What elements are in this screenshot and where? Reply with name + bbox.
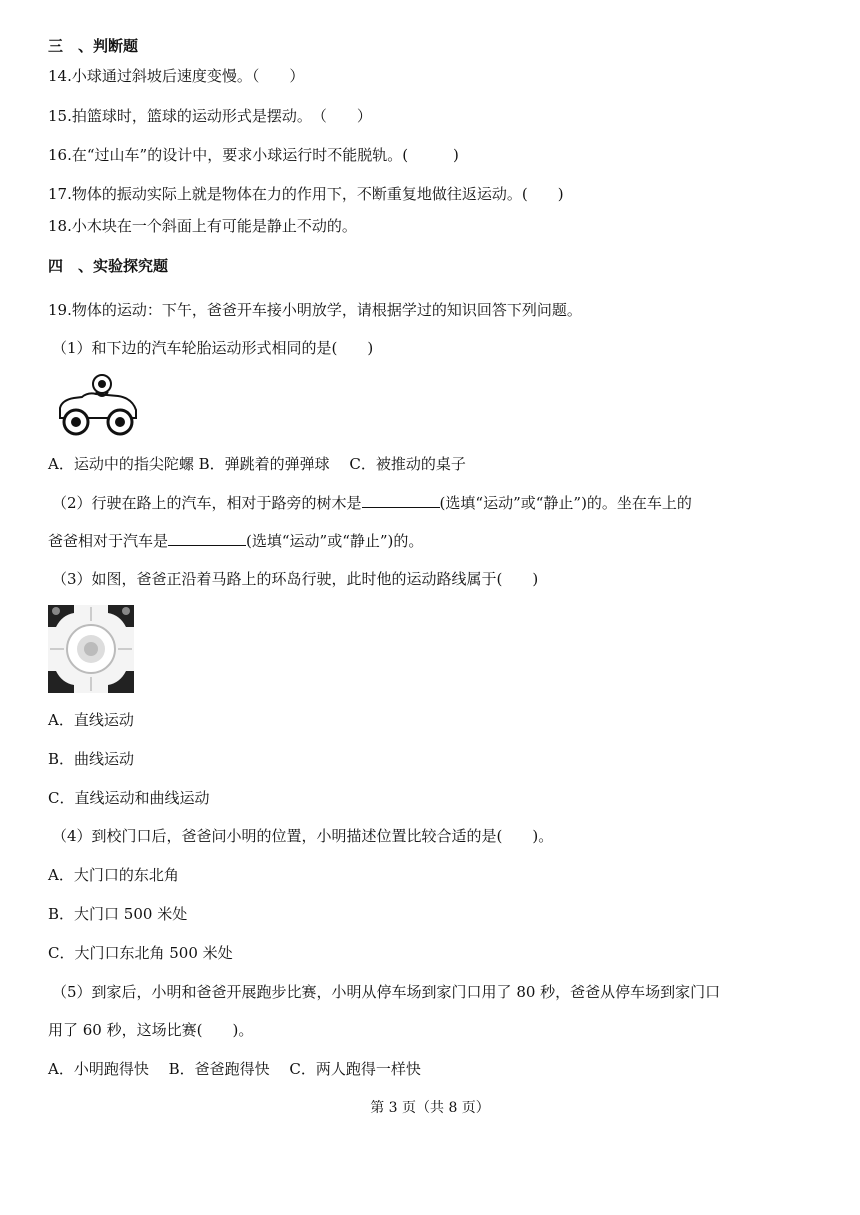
question-18: 18.小木块在一个斜面上有可能是静止不动的。 [48, 217, 357, 235]
sub-question-1: （1）和下边的汽车轮胎运动形式相同的是( ) [52, 339, 374, 357]
section-4-heading: 四 、实验探究题 [48, 257, 169, 275]
answer-blank-1[interactable] [362, 492, 440, 508]
car-illustration [52, 370, 142, 440]
sub-question-4-option-c: C．大门口东北角 500 米处 [48, 944, 233, 962]
sub-question-3-option-c: C．直线运动和曲线运动 [48, 789, 210, 807]
sub-question-4: （4）到校门口后，爸爸问小明的位置，小明描述位置比较合适的是( )。 [52, 827, 554, 845]
question-15: 15.拍篮球时，篮球的运动形式是摆动。 （ ） [48, 107, 372, 125]
section-3-heading: 三 、判断题 [48, 37, 139, 55]
question-19: 19.物体的运动：下午，爸爸开车接小明放学，请根据学过的知识回答下列问题。 [48, 301, 582, 319]
sub-question-3: （3）如图，爸爸正沿着马路上的环岛行驶，此时他的运动路线属于( ) [52, 570, 539, 588]
question-16: 16.在“过山车”的设计中，要求小球运行时不能脱轨。( ) [48, 146, 459, 164]
sub-question-3-option-b: B．曲线运动 [48, 750, 135, 768]
sub-question-2-line-1 [52, 492, 692, 513]
sub-question-1-options: A．运动中的指尖陀螺 B．弹跳着的弹弹球 C．被推动的桌子 [48, 455, 466, 473]
question-17: 17.物体的振动实际上就是物体在力的作用下，不断重复地做往返运动。( ) [48, 185, 564, 203]
sub-question-2-text-a: （2）行驶在路上的汽车，相对于路旁的树木是 [52, 494, 362, 512]
sub-question-4-option-b: B．大门口 500 米处 [48, 905, 188, 923]
sub-question-2-text-d: (选填“运动”或“静止”)的。 [246, 532, 424, 550]
question-14: 14.小球通过斜坡后速度变慢。（ ） [48, 67, 305, 85]
roundabout-illustration [48, 605, 134, 693]
answer-blank-2[interactable] [168, 530, 246, 546]
sub-question-2-text-c: 爸爸相对于汽车是 [48, 532, 169, 550]
sub-question-5-line-2: 用了 60 秒，这场比赛( )。 [48, 1021, 254, 1039]
page-footer: 第 3 页（共 8 页） [370, 1100, 490, 1116]
sub-question-2-text-b: (选填“运动”或“静止”)的。坐在车上的 [439, 494, 692, 512]
sub-question-5-line-1: （5）到家后，小明和爸爸开展跑步比赛，小明从停车场到家门口用了 80 秒，爸爸从停车场到家门口 [52, 983, 721, 1001]
sub-question-5-options: A．小明跑得快 B．爸爸跑得快 C．两人跑得一样快 [48, 1060, 421, 1078]
sub-question-2-line-2 [48, 530, 423, 551]
sub-question-4-option-a: A．大门口的东北角 [48, 866, 179, 884]
sub-question-3-option-a: A．直线运动 [48, 711, 134, 729]
